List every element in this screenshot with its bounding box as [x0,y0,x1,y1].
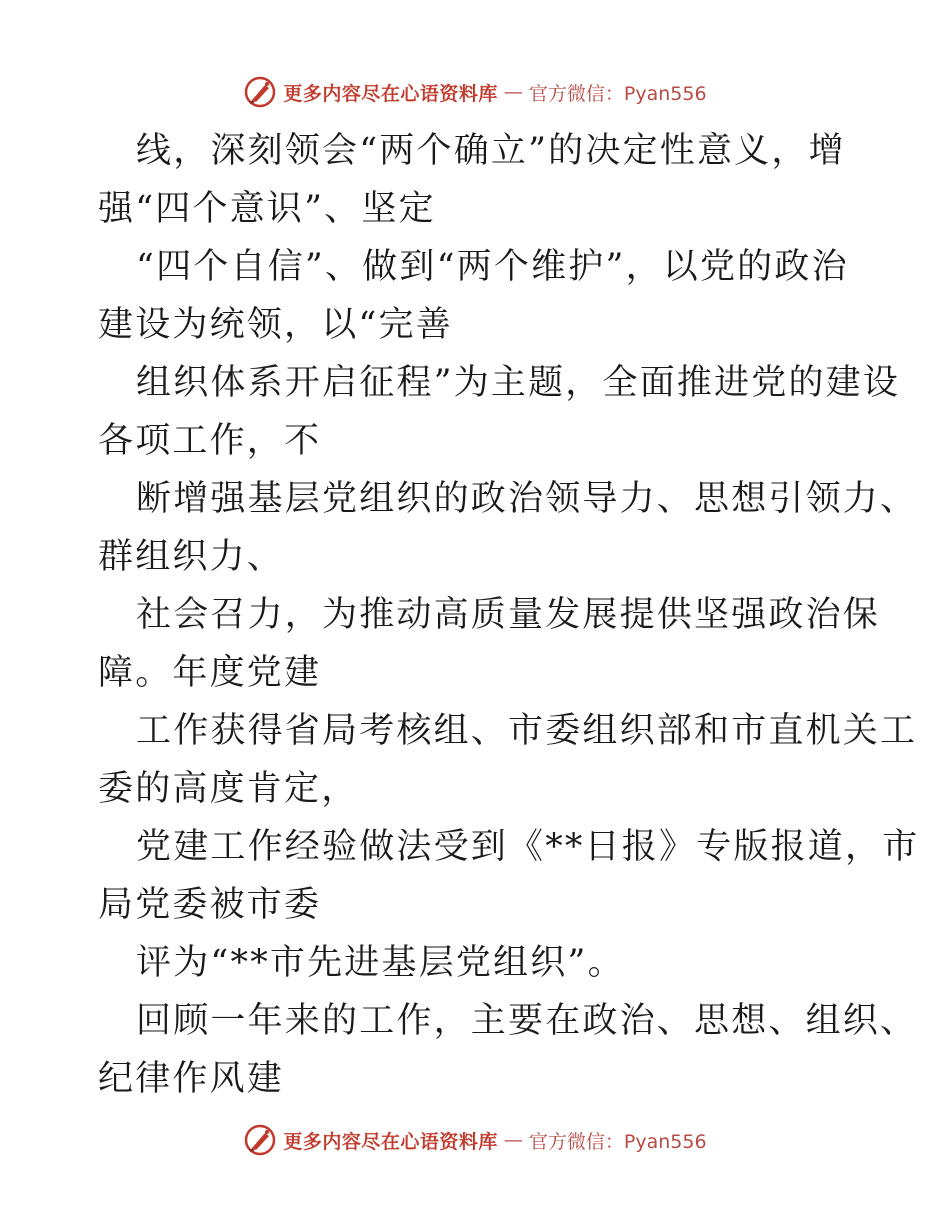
header-banner [0,72,950,112]
header-brand-text: 更多内容尽在心语资料库 [283,82,498,105]
body-line: 断增强基层党组织的政治领导力、思想引领力、 [136,479,918,519]
header-banner-content [243,75,706,109]
footer-banner-content [243,1123,706,1157]
body-line: 障。年度党建 [98,653,322,693]
footer-wechat-text: 官方微信：Pyan556 [528,1130,707,1153]
pen-logo-icon [243,1123,277,1157]
header-separator: — [503,81,523,103]
body-line: 纪律作风建 [98,1059,285,1099]
body-line: 委的高度肯定， [98,769,359,809]
body-line: 社会召力，为推动高质量发展提供坚强政治保 [136,595,881,635]
body-line: 局党委被市委 [98,885,322,925]
body-line: 评为“**市先进基层党组织”。 [136,943,625,983]
body-line: 回顾一年来的工作，主要在政治、思想、组织、 [136,1001,918,1041]
document-body [98,122,920,1108]
footer-banner [0,1120,950,1160]
body-line: 各项工作，不 [98,421,322,461]
pen-logo-icon [243,75,277,109]
body-line: 建设为统领，以“完善 [98,305,453,345]
body-line: 强“四个意识”、坚定 [98,189,436,229]
body-line: 组织体系开启征程”为主题，全面推进党的建设 [136,363,901,403]
body-line: “四个自信”、做到“两个维护”，以党的政治 [136,247,849,287]
footer-separator: — [503,1129,523,1151]
header-wechat-text: 官方微信：Pyan556 [528,82,707,105]
body-line: 群组织力、 [98,537,285,577]
body-line: 党建工作经验做法受到《**日报》专版报道，市 [136,827,920,867]
body-line: 工作获得省局考核组、市委组织部和市直机关工 [136,711,918,751]
footer-brand-text: 更多内容尽在心语资料库 [283,1130,498,1153]
body-line: 线，深刻领会“两个确立”的决定性意义，增 [136,131,846,171]
